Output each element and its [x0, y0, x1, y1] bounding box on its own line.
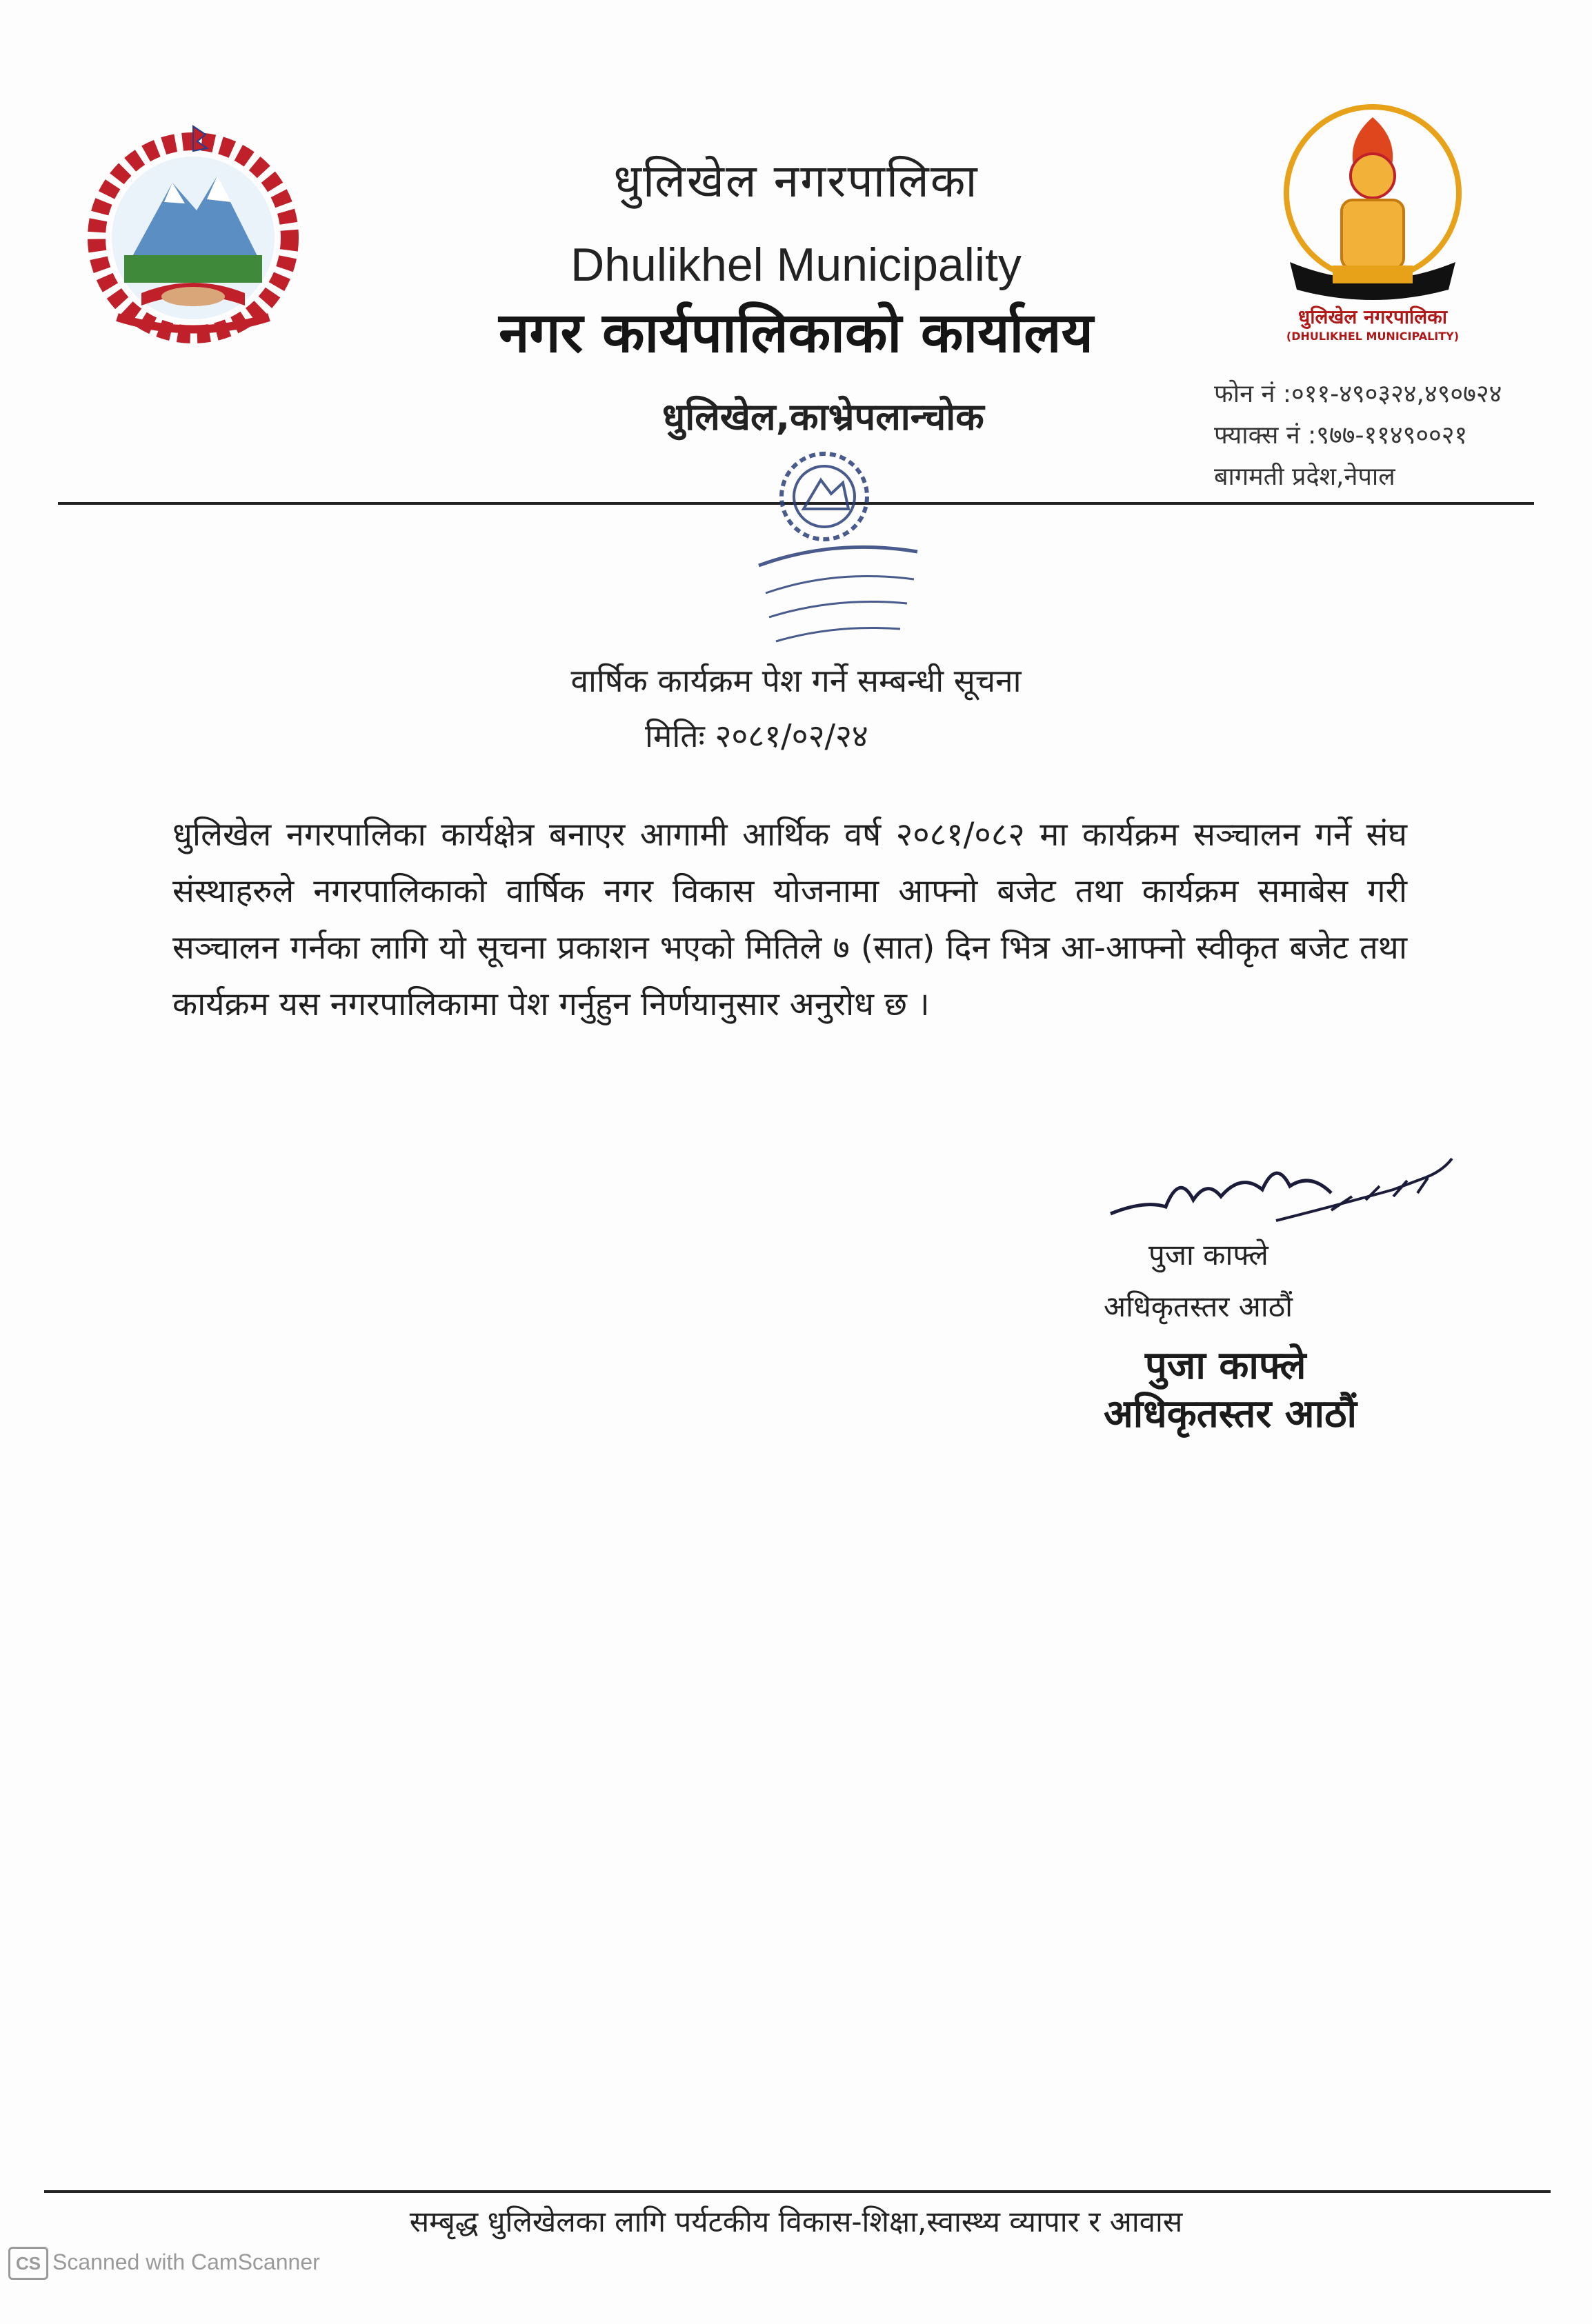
notice-body: धुलिखेल नगरपालिका कार्यक्षेत्र बनाएर आगामी आर्थिक वर्ष २०८१/०८२ मा कार्यक्रम सञ्चालन गर्ने संघ संस्थाहरुले नगरपालिकाको वार्षिक नगर विकास योजनामा आफ्नो बजेट तथा कार्यक्रम समाबेस गरी सञ्चालन गर्नका लागि यो सूचना प्रकाशन भएको मितिले ७ (सात) दिन भित्र आ-आफ्नो स्वीकृत बजेट तथा कार्यक्रम यस नगरपालिकामा पेश गर्नुहुन निर्णयानुसार अनुरोध छ । [172, 816, 1407, 1023]
municipality-office-seal [731, 448, 938, 676]
footer-divider [44, 2190, 1551, 2193]
province-name: बागमती प्रदेश,नेपाल [1214, 463, 1395, 491]
municipality-name-nepali: धुलिखेल नगरपालिका [613, 154, 979, 208]
designation-stamp: अधिकृतस्तर आठौं [1104, 1392, 1357, 1436]
office-address: धुलिखेल,काभ्रेपलान्चोक [662, 395, 984, 439]
name-stamp: पुजा काफ्ले [1145, 1343, 1306, 1388]
logo-caption-english: (DHULIKHEL MUNICIPALITY) [1286, 330, 1460, 343]
signatory-title: अधिकृतस्तर आठौं [1104, 1290, 1293, 1323]
municipality-name-english: Dhulikhel Municipality [570, 239, 1022, 291]
handwritten-signature [1104, 1131, 1462, 1248]
fax-number: फ्याक्स नं :९७७-११४९००२१ [1214, 421, 1468, 450]
footer-slogan: सम्बृद्ध धुलिखेलका लागि पर्यटकीय विकास-शिक्षा,स्वास्थ्य व्यापार र आवास [409, 2205, 1183, 2238]
signatory-name: पुजा काफ्ले [1148, 1238, 1268, 1272]
camscanner-logo: CS [8, 2247, 48, 2280]
office-title: नगर कार्यपालिकाको कार्यालय [499, 301, 1093, 365]
notice-title: वार्षिक कार्यक्रम पेश गर्ने सम्बन्धी सूचना [570, 662, 1022, 699]
notice-date: मितिः २०८१/०२/२४ [645, 717, 868, 754]
phone-number: फोन नं :०११-४९०३२४,४९०७२४ [1214, 380, 1502, 408]
logo-caption-nepali: धुलिखेल नगरपालिका [1298, 305, 1447, 328]
scanner-watermark: Scanned with CamScanner [52, 2250, 320, 2274]
